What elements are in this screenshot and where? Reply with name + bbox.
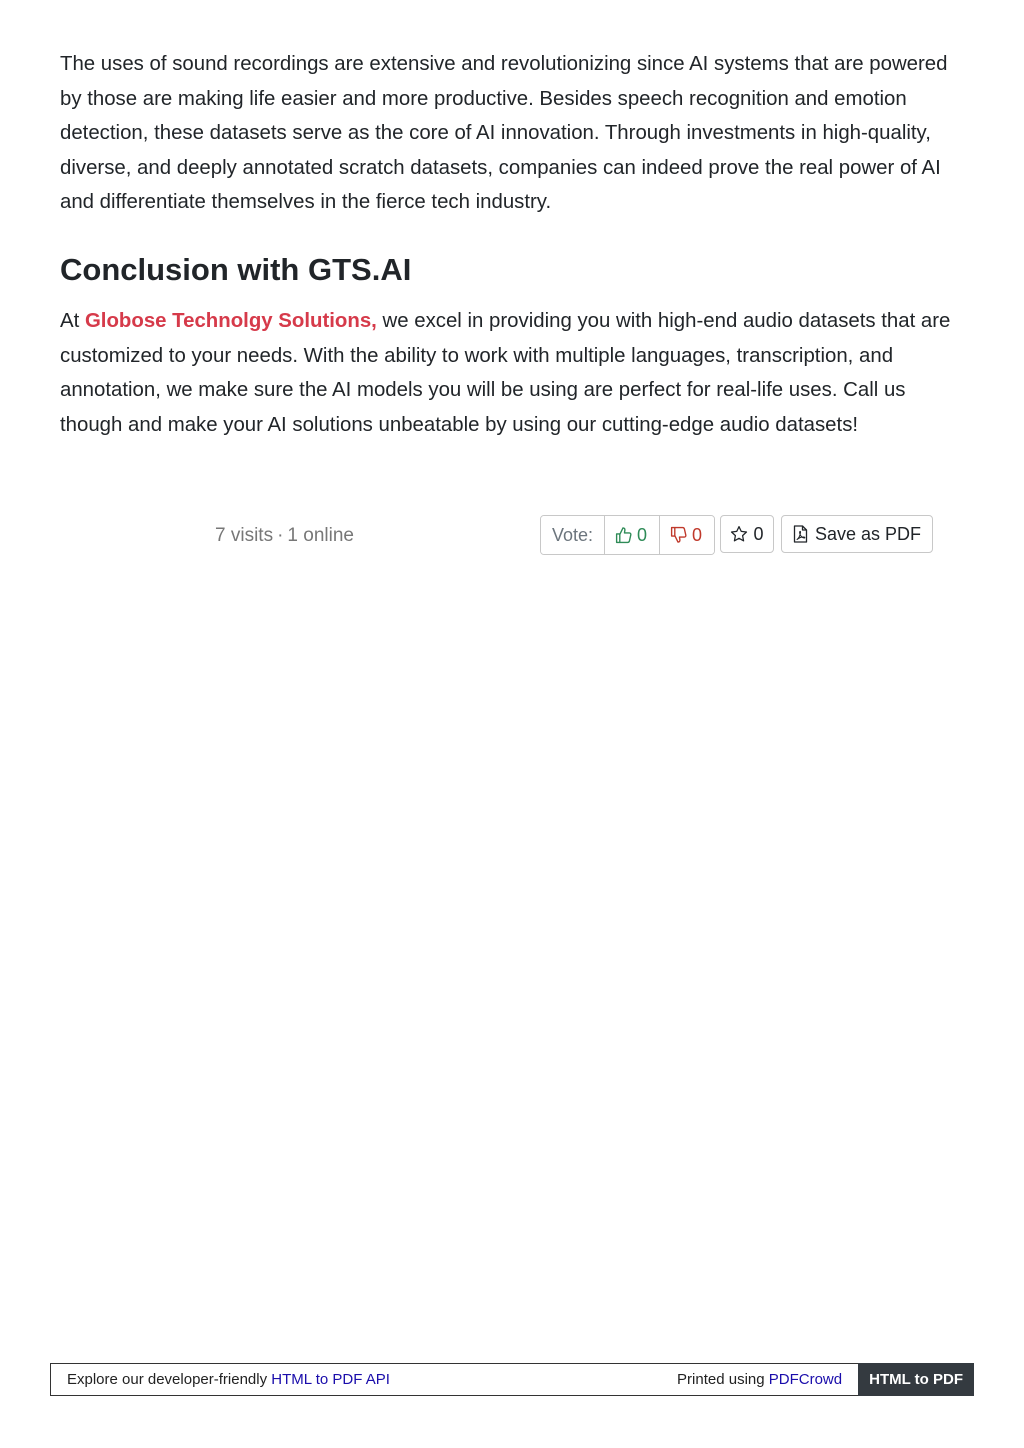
star-button[interactable] [720, 515, 774, 553]
save-as-pdf-button[interactable] [781, 515, 933, 553]
meta-row [0, 515, 1024, 555]
upvote-button[interactable] [605, 516, 660, 554]
file-pdf-icon [793, 525, 808, 543]
thumbs-down-icon [670, 526, 687, 544]
conclusion-body: we excel in providing you with high-end audio datasets that are customized to your needs. With the ability to work with multiple languages, transcription, and annotation, we make sure the AI models you will be using are perfect for real-life uses. Call us though and make your AI solutions unbeatable by using our cutting-edge audio datasets! [60, 310, 951, 436]
footer-printed-text: Printed using [677, 1371, 769, 1388]
conclusion-prefix: At [60, 310, 85, 332]
visits-count: 7 visits [215, 525, 274, 546]
vote-group [540, 515, 715, 555]
article-body [60, 47, 970, 436]
footer-explore [51, 1371, 677, 1388]
intro-paragraph: The uses of sound recordings are extensive and revolutionizing since AI systems that are powered by those are making life easier and more productive. Besides speech recognition and emotion detection, these datasets serve as the core of AI innovation. Through investments in high-quality, diverse, and deeply annotated scratch datasets, companies can indeed prove the real power of AI and differentiate themselves in the fierce tech industry. [60, 53, 948, 214]
visit-stats [215, 525, 354, 547]
footer-printed [677, 1371, 858, 1388]
star-icon [730, 525, 748, 543]
online-count: 1 online [287, 525, 354, 546]
downvote-count: 0 [692, 524, 703, 545]
upvote-count: 0 [637, 524, 648, 545]
html-to-pdf-api-link[interactable]: HTML to PDF API [271, 1371, 390, 1388]
downvote-button[interactable] [660, 516, 714, 554]
pdfcrowd-link[interactable]: PDFCrowd [768, 1371, 843, 1388]
company-link[interactable]: Globose Technolgy Solutions, [84, 310, 377, 332]
footer-explore-text: Explore our developer-friendly [67, 1371, 272, 1388]
pdfcrowd-footer [50, 1363, 974, 1396]
stats-separator: · [277, 525, 284, 546]
save-as-pdf-label: Save as PDF [814, 523, 922, 544]
thumbs-up-icon [615, 526, 632, 544]
section-heading: Conclusion with GTS.AI [60, 252, 412, 287]
html-to-pdf-badge[interactable]: HTML to PDF [858, 1363, 974, 1396]
vote-label: Vote: [541, 516, 605, 554]
conclusion-paragraph [60, 304, 970, 442]
star-count: 0 [753, 523, 764, 544]
